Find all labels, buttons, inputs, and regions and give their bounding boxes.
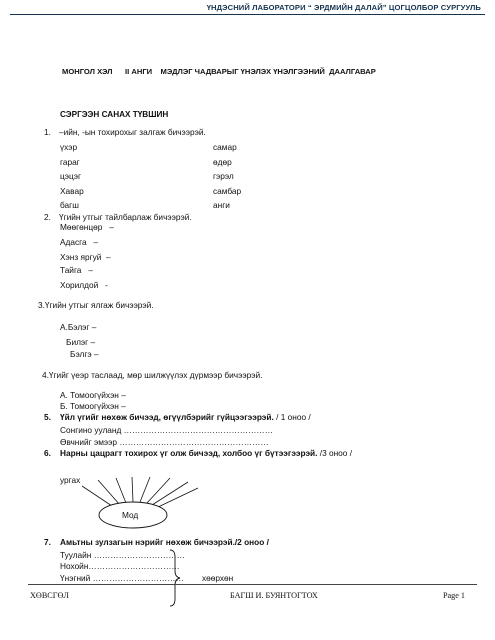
q1-right-item: анги — [213, 200, 230, 210]
q1-left-item: цэцэг — [60, 171, 81, 181]
q5-line: Сонгино ууланд ……………………………………………… — [60, 425, 273, 435]
q2-item: Хорилдой - — [60, 280, 108, 290]
footer-center: БАГШ И. БУЯНТОГТОХ — [230, 591, 318, 600]
q5-question — [60, 412, 311, 422]
q5-points: / 1 оноо / — [276, 412, 311, 422]
q6-question — [60, 448, 352, 458]
sun-diagram — [60, 476, 240, 536]
q2-number: 2. — [44, 212, 51, 222]
q1-left-item: үхэр — [60, 142, 78, 152]
sun-center-word: Мод — [122, 510, 139, 520]
q3-item: Билэг – — [66, 337, 96, 347]
header-divider — [10, 14, 485, 15]
q1-right-item: гэрэл — [213, 171, 234, 181]
q5-line: Өвчнийг эмээр ……………………………………………… — [60, 437, 269, 447]
q7-number: 7. — [44, 537, 51, 547]
q1-left-item: гараг — [60, 157, 80, 167]
q1-right-item: самар — [213, 142, 237, 152]
school-header: ҮНДЭСНИЙ ЛАБОРАТОРИ “ ЭРДМИЙН ДАЛАЙ” ЦОГЦОЛБОР СУРГУУЛЬ — [206, 3, 481, 12]
sun-ray — [98, 480, 120, 505]
sun-ray — [147, 478, 170, 503]
q2-text: Үгийн утгыг тайлбарлаж бичээрэй. — [59, 212, 192, 222]
section-title: СЭРГЭЭН САНАХ ТҮВШИН — [60, 110, 169, 119]
q6-points: /3 оноо / — [319, 448, 353, 458]
q3-item: А.Бэлэг – — [60, 322, 97, 332]
q2-item: Мөөгөнцөр – — [60, 222, 114, 232]
q7-text: Амьтны зулзагын нэрийг нөхөж бичээрэй./2 оноо / — [60, 537, 269, 547]
q4-item: А. Томоогүйхэн – — [60, 390, 126, 400]
page-number: Page 1 — [442, 591, 465, 600]
sun-ray — [116, 478, 126, 503]
q6-number: 6. — [44, 448, 51, 458]
sun-ray — [132, 477, 133, 502]
q6-text: Нарны цацрагт тохирох үг олж бичээд, холбоо үг бүтээгээрэй. — [60, 448, 318, 458]
q2-item: Тайга – — [60, 265, 93, 275]
q4-text: 4.Үгийг үеэр таслаад, мөр шилжүүлэх дүрмээр бичээрэй. — [42, 370, 263, 380]
q7-line: Нохойн…………………………… — [60, 561, 180, 571]
sun-ray-word: ургах — [60, 475, 81, 485]
q7-bracket-word: хөөрхөн — [202, 573, 234, 583]
q5-text: Үйл үгийг нөхөж бичээд, өгүүлбэрийг гүйцээгээрэй. — [60, 412, 274, 422]
q5-number: 5. — [44, 412, 51, 422]
q3-text: 3.Үгийн утгыг ялгаж бичээрэй. — [38, 300, 154, 310]
q2-item: Адасга – — [60, 237, 99, 247]
q1-left-item: багш — [60, 200, 79, 210]
footer-left: ХӨВСГӨЛ — [30, 591, 69, 600]
curly-brace — [168, 549, 182, 607]
q4-item: Б. Томоогүйхэн – — [60, 401, 126, 411]
q1-left-item: Хавар — [60, 186, 84, 196]
q2-item: Хэнз яргуй – — [60, 252, 111, 262]
q1-text: –ийн, -ын тохирохыг залгаж бичээрэй. — [59, 127, 206, 137]
sun-ray — [82, 486, 115, 508]
document-title: МОНГОЛ ХЭЛ II АНГИ МЭДЛЭГ ЧАДВАРЫГ ҮНЭЛЭХ ҮНЭЛГЭЭНИЙ ДААЛГАВАР — [62, 67, 376, 76]
q3-item: Бэлгэ – — [70, 349, 99, 359]
q1-right-item: өдөр — [213, 157, 232, 167]
q1-right-item: самбар — [213, 186, 242, 196]
sun-ray — [140, 477, 150, 502]
footer-divider — [28, 584, 477, 585]
q7-line: Туулайн …………………………… — [60, 550, 185, 560]
q7-line: Үнэгний …………………………… — [60, 573, 184, 583]
q1-number: 1. — [44, 127, 51, 137]
